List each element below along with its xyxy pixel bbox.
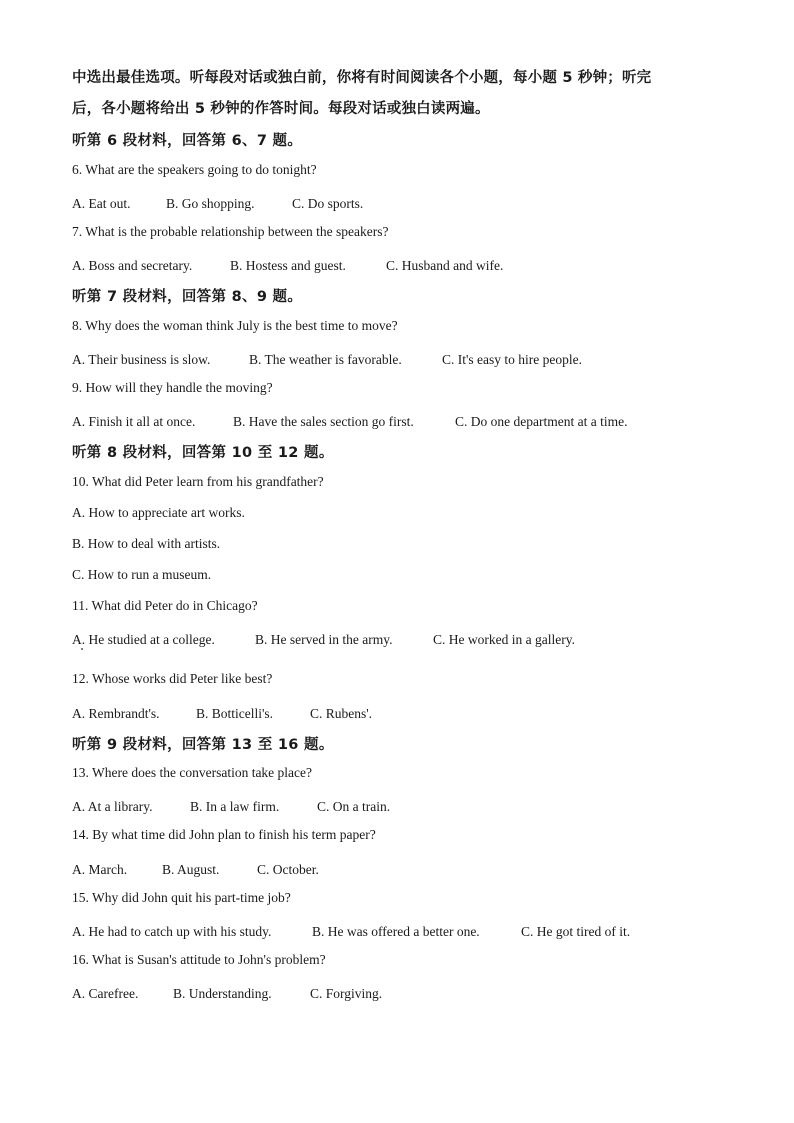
option-row bbox=[72, 193, 363, 212]
option-row bbox=[72, 411, 627, 430]
option-row bbox=[72, 983, 382, 1002]
option-c: C. Do one department at a time. bbox=[455, 414, 628, 429]
question-stem: 12. Whose works did Peter like best? bbox=[72, 671, 273, 686]
option-a: A. Their business is slow. bbox=[72, 352, 211, 367]
option-b: B. He was offered a better one. bbox=[312, 924, 480, 939]
question-stem: 10. What did Peter learn from his grandfather? bbox=[72, 474, 324, 489]
option-a: A. He had to catch up with his study. bbox=[72, 924, 272, 939]
option-c: C. He got tired of it. bbox=[521, 924, 631, 939]
option-c: C. Forgiving. bbox=[310, 986, 383, 1001]
question-stem: 16. What is Susan's attitude to John's problem? bbox=[72, 952, 326, 967]
section-heading: 听第 8 段材料，回答第 10 至 12 题。 bbox=[72, 445, 334, 461]
option-b: B. The weather is favorable. bbox=[249, 352, 402, 367]
option-a: A. Carefree. bbox=[72, 986, 139, 1001]
option-c: C. October. bbox=[257, 862, 319, 877]
option-a: A. At a library. bbox=[72, 799, 153, 814]
question-stem: 13. Where does the conversation take place? bbox=[72, 765, 313, 780]
option-row bbox=[72, 796, 390, 815]
option-row bbox=[72, 255, 503, 274]
option-a: A. He studied at a college. bbox=[72, 632, 215, 647]
option-b: B. How to deal with artists. bbox=[72, 536, 221, 551]
option-a: A. Rembrandt's. bbox=[72, 706, 160, 721]
option-b: B. Have the sales section go first. bbox=[233, 414, 414, 429]
option-c: C. Rubens'. bbox=[310, 706, 373, 721]
option-b: B. Botticelli's. bbox=[196, 706, 274, 721]
option-b: B. Go shopping. bbox=[166, 196, 255, 211]
question-stem: 9. How will they handle the moving? bbox=[72, 380, 273, 395]
option-a: A. How to appreciate art works. bbox=[72, 505, 245, 520]
section-heading: 听第 6 段材料，回答第 6、7 题。 bbox=[72, 133, 303, 149]
question-stem: 11. What did Peter do in Chicago? bbox=[72, 598, 258, 613]
option-b: B. In a law firm. bbox=[190, 799, 280, 814]
option-row bbox=[72, 629, 575, 648]
question-stem: 15. Why did John quit his part-time job? bbox=[72, 890, 291, 905]
option-row bbox=[72, 921, 630, 940]
option-a: A. Finish it all at once. bbox=[72, 414, 196, 429]
stray-mark bbox=[81, 648, 83, 650]
question-stem: 6. What are the speakers going to do tonight? bbox=[72, 162, 317, 177]
option-a: A. Boss and secretary. bbox=[72, 258, 193, 273]
option-row bbox=[72, 859, 319, 878]
option-row bbox=[72, 349, 582, 368]
option-c: C. Husband and wife. bbox=[386, 258, 504, 273]
question-stem: 8. Why does the woman think July is the best time to move? bbox=[72, 318, 398, 333]
option-c: C. Do sports. bbox=[292, 196, 364, 211]
question-stem: 14. By what time did John plan to finish his term paper? bbox=[72, 827, 376, 842]
option-b: B. He served in the army. bbox=[255, 632, 393, 647]
intro-line-2: 后，各小题将给出 5 秒钟的作答时间。每段对话或独白读两遍。 bbox=[72, 101, 490, 117]
intro-line-1: 中选出最佳选项。听每段对话或独白前，你将有时间阅读各个小题，每小题 5 秒钟；听完 bbox=[72, 70, 652, 86]
option-b: B. Hostess and guest. bbox=[230, 258, 346, 273]
section-heading: 听第 9 段材料，回答第 13 至 16 题。 bbox=[72, 737, 334, 753]
option-b: B. Understanding. bbox=[173, 986, 272, 1001]
option-row bbox=[72, 703, 372, 722]
option-c: C. On a train. bbox=[317, 799, 391, 814]
section-heading: 听第 7 段材料，回答第 8、9 题。 bbox=[72, 289, 303, 305]
option-b: B. August. bbox=[162, 862, 220, 877]
option-a: A. March. bbox=[72, 862, 128, 877]
option-c: C. How to run a museum. bbox=[72, 567, 212, 582]
option-a: A. Eat out. bbox=[72, 196, 131, 211]
question-stem: 7. What is the probable relationship between the speakers? bbox=[72, 224, 389, 239]
option-c: C. He worked in a gallery. bbox=[433, 632, 575, 647]
option-c: C. It's easy to hire people. bbox=[442, 352, 583, 367]
